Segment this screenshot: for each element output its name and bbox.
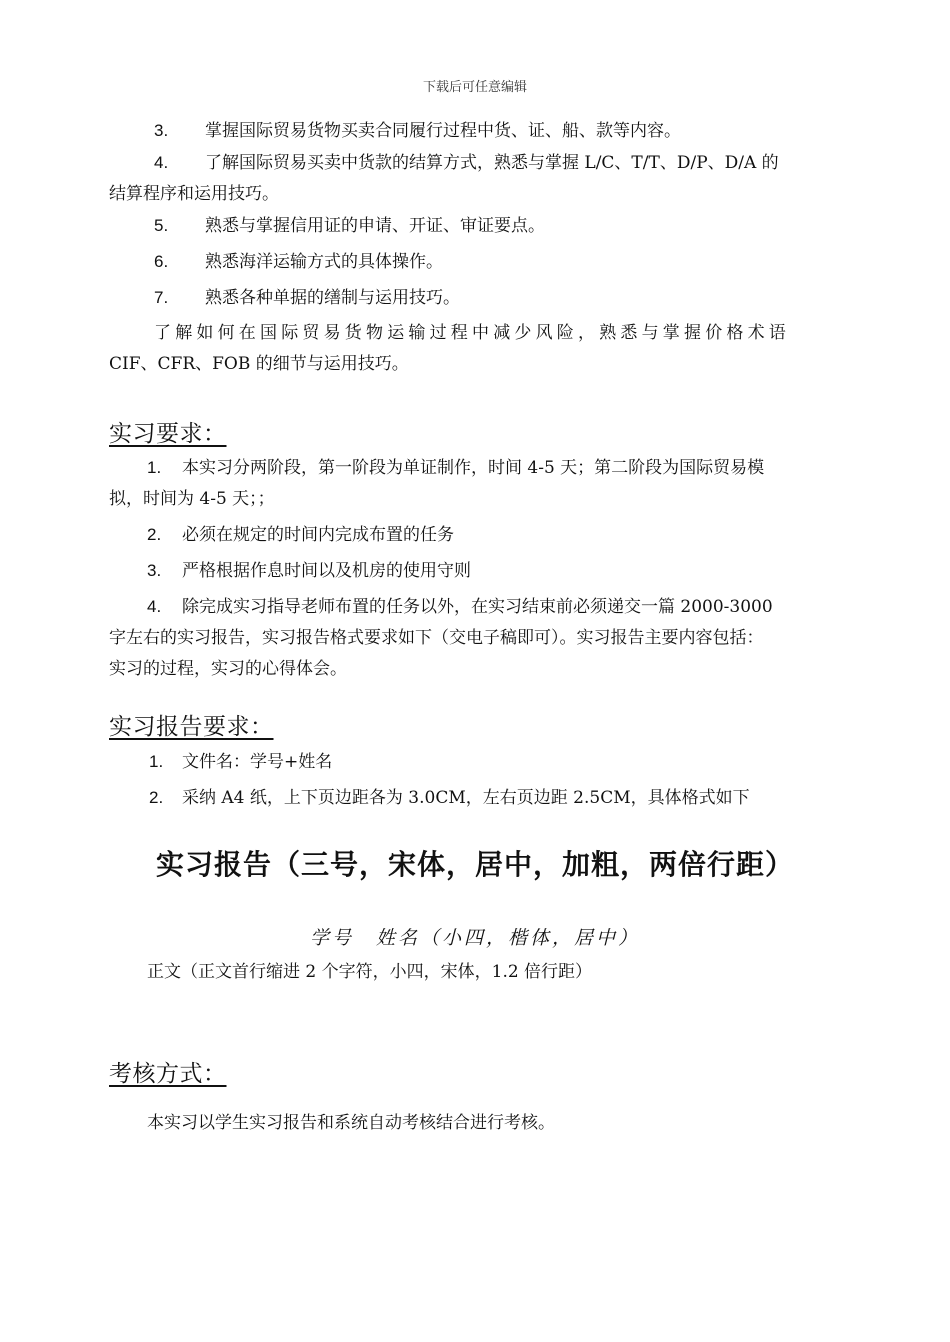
report-item-1 bbox=[109, 746, 843, 778]
list-text: 本实习分两阶段，第一阶段为单证制作，时间 4-5 天；第二阶段为国际贸易模 bbox=[182, 458, 765, 478]
list-text-continued: 拟，时间为 4-5 天；； bbox=[109, 489, 275, 509]
requirement-item-2 bbox=[109, 519, 843, 551]
report-sample-title: 实习报告（三号，宋体，居中，加粗，两倍行距） bbox=[155, 848, 794, 881]
requirement-item-4 bbox=[109, 591, 843, 685]
list-text-continued: 结算程序和运用技巧。 bbox=[109, 184, 279, 204]
objective-item-6 bbox=[109, 246, 843, 278]
report-section bbox=[109, 746, 843, 814]
objective-item-7 bbox=[109, 282, 843, 314]
report-sample-body-note: 正文（正文首行缩进 2 个字符，小四，宋体，1.2 倍行距） bbox=[147, 962, 593, 982]
list-number: 1. bbox=[149, 752, 164, 771]
list-text: 熟悉海洋运输方式的具体操作。 bbox=[205, 252, 443, 272]
list-text: 熟悉各种单据的缮制与运用技巧。 bbox=[205, 288, 460, 308]
list-text: 除完成实习指导老师布置的任务以外，在实习结束前必须递交一篇 2000-3000 bbox=[182, 597, 773, 617]
list-number: 3. bbox=[154, 121, 169, 140]
report-sample-subtitle: 学号 姓名（小四，楷体，居中） bbox=[309, 927, 640, 949]
list-text-continued: 实习的过程，实习的心得体会。 bbox=[109, 659, 347, 679]
list-text: 必须在规定的时间内完成布置的任务 bbox=[182, 525, 454, 545]
objectives-paragraph bbox=[109, 318, 843, 380]
list-number: 3. bbox=[147, 561, 162, 580]
requirements-section bbox=[109, 452, 843, 685]
list-text: 掌握国际贸易货物买卖合同履行过程中货、证、船、款等内容。 bbox=[205, 121, 681, 141]
list-number: 2. bbox=[149, 788, 164, 807]
list-text: 严格根据作息时间以及机房的使用守则 bbox=[182, 561, 471, 581]
objective-item-3 bbox=[109, 115, 843, 147]
requirement-item-3 bbox=[109, 555, 843, 587]
list-number: 2. bbox=[147, 525, 162, 544]
objectives-section bbox=[109, 115, 843, 380]
list-number: 4. bbox=[147, 597, 162, 616]
list-number: 1. bbox=[147, 458, 162, 477]
page-header-note: 下载后可任意编辑 bbox=[422, 80, 527, 95]
list-text: 采纳 A4 纸，上下页边距各为 3.0CM，左右页边距 2.5CM，具体格式如下 bbox=[182, 788, 750, 808]
list-number: 6. bbox=[154, 252, 169, 271]
assessment-text: 本实习以学生实习报告和系统自动考核结合进行考核。 bbox=[147, 1113, 555, 1133]
list-number: 5. bbox=[154, 216, 169, 235]
list-number: 4. bbox=[154, 153, 169, 172]
objective-item-4 bbox=[109, 147, 843, 210]
objective-item-5 bbox=[109, 210, 843, 242]
list-text: 文件名：学号+姓名 bbox=[182, 752, 333, 772]
list-text-continued: 字左右的实习报告，实习报告格式要求如下（交电子稿即可）。实习报告主要内容包括： bbox=[109, 628, 764, 648]
assessment-heading: 考核方式： bbox=[109, 1061, 227, 1087]
requirements-heading: 实习要求： bbox=[109, 421, 227, 447]
report-heading: 实习报告要求： bbox=[109, 714, 274, 740]
paragraph-line: 了解如何在国际贸易货物运输过程中减少风险，熟悉与掌握价格术语 bbox=[154, 323, 790, 343]
requirement-item-1 bbox=[109, 452, 843, 515]
list-text: 了解国际贸易买卖中货款的结算方式，熟悉与掌握 L/C、T/T、D/P、D/A 的 bbox=[205, 153, 779, 173]
list-text: 熟悉与掌握信用证的申请、开证、审证要点。 bbox=[205, 216, 545, 236]
paragraph-line: CIF、CFR、FOB 的细节与运用技巧。 bbox=[109, 354, 409, 374]
list-number: 7. bbox=[154, 288, 169, 307]
report-item-2 bbox=[109, 782, 843, 814]
